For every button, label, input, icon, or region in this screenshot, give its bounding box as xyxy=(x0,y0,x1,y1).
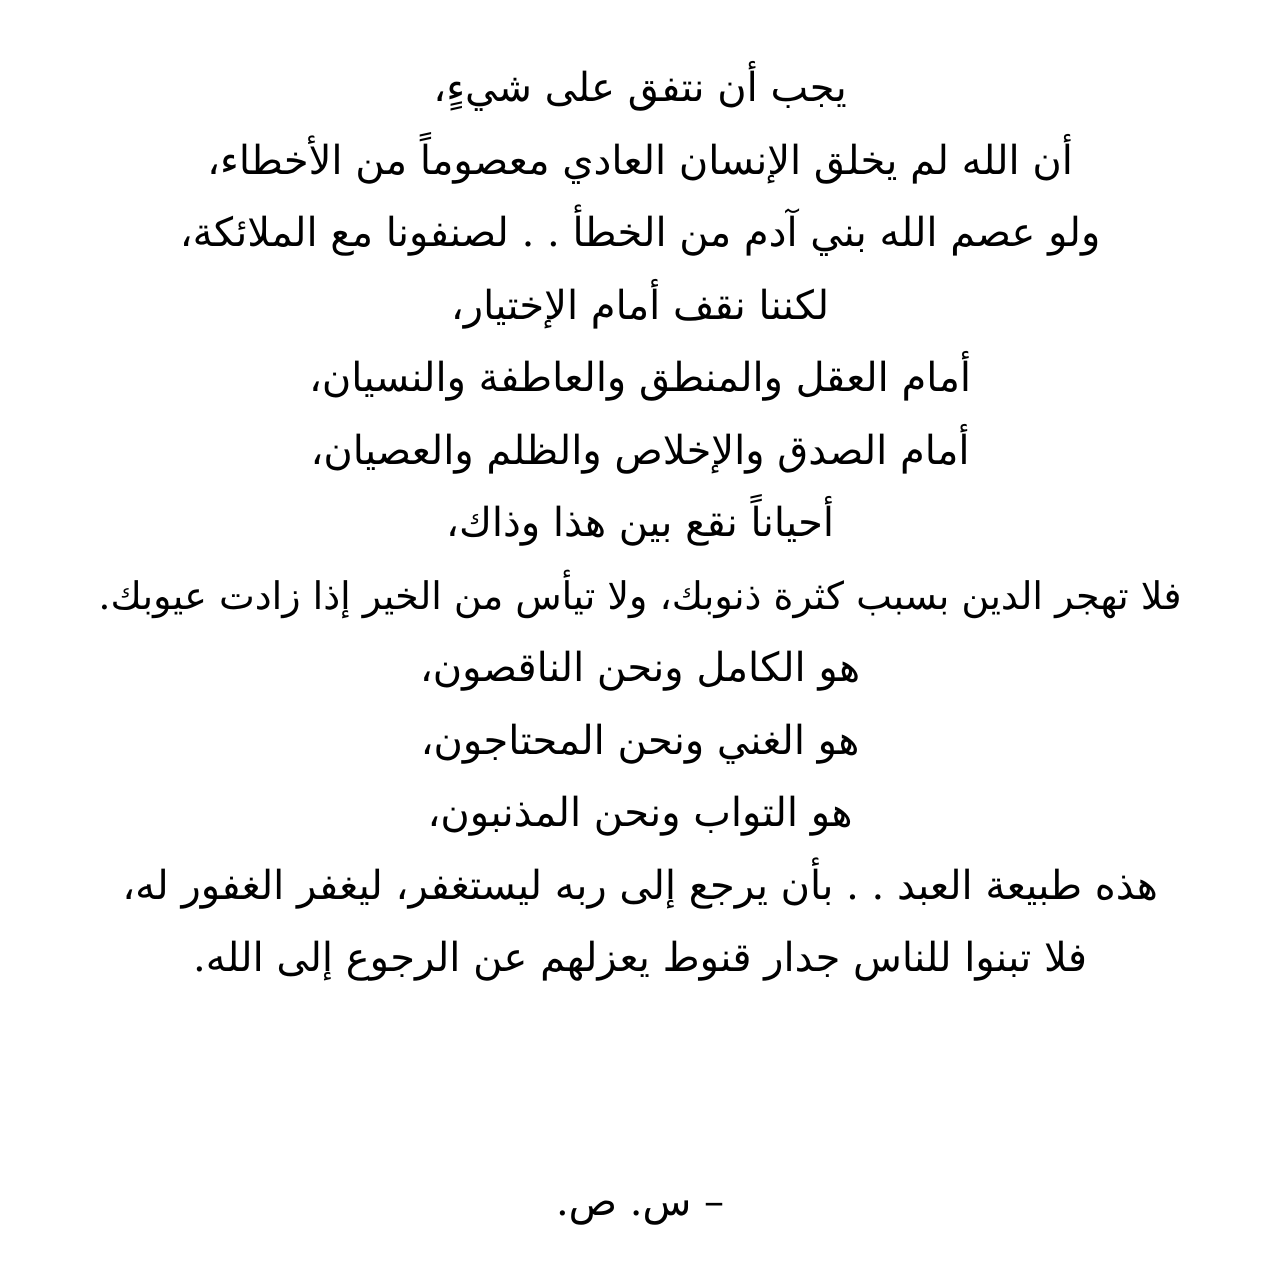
poem-line-8: فلا تهجر الدين بسبب كثرة ذنوبك، ولا تيأس من الخير إذا زادت عيوبك. xyxy=(98,573,1182,618)
poem-line-9: هو الكامل ونحن الناقصون، xyxy=(419,645,861,691)
poem-line-4: لكننا نقف أمام الإختيار، xyxy=(450,282,830,329)
poem-line-13: فلا تبنوا للناس جدار قنوط يعزلهم عن الرجوع إلى الله. xyxy=(192,935,1088,981)
poem-line-7: أحياناً نقع بين هذا وذاك، xyxy=(446,500,834,546)
poem-line-5: أمام العقل والمنطق والعاطفة والنسيان، xyxy=(309,355,971,401)
poem-line-2: أن الله لم يخلق الإنسان العادي معصوماً من الأخطاء، xyxy=(207,137,1073,184)
poem-line-6: أمام الصدق والإخلاص والظلم والعصيان، xyxy=(310,427,970,474)
poem-line-3: ولو عصم الله بني آدم من الخطأ . . لصنفونا مع الملائكة، xyxy=(179,210,1101,256)
signature-text: – س. ص. xyxy=(555,1179,725,1225)
poem-line-11: هو التواب ونحن المذنبون، xyxy=(427,790,853,836)
poem-line-12: هذه طبيعة العبد . . بأن يرجع إلى ربه ليستغفر، ليغفر الغفور له، xyxy=(122,862,1158,909)
poem-text xyxy=(40,52,1240,995)
poem-line-10: هو الغني ونحن المحتاجون، xyxy=(420,717,860,764)
poem-line-1: يجب أن نتفق على شيءٍ، xyxy=(433,65,847,111)
